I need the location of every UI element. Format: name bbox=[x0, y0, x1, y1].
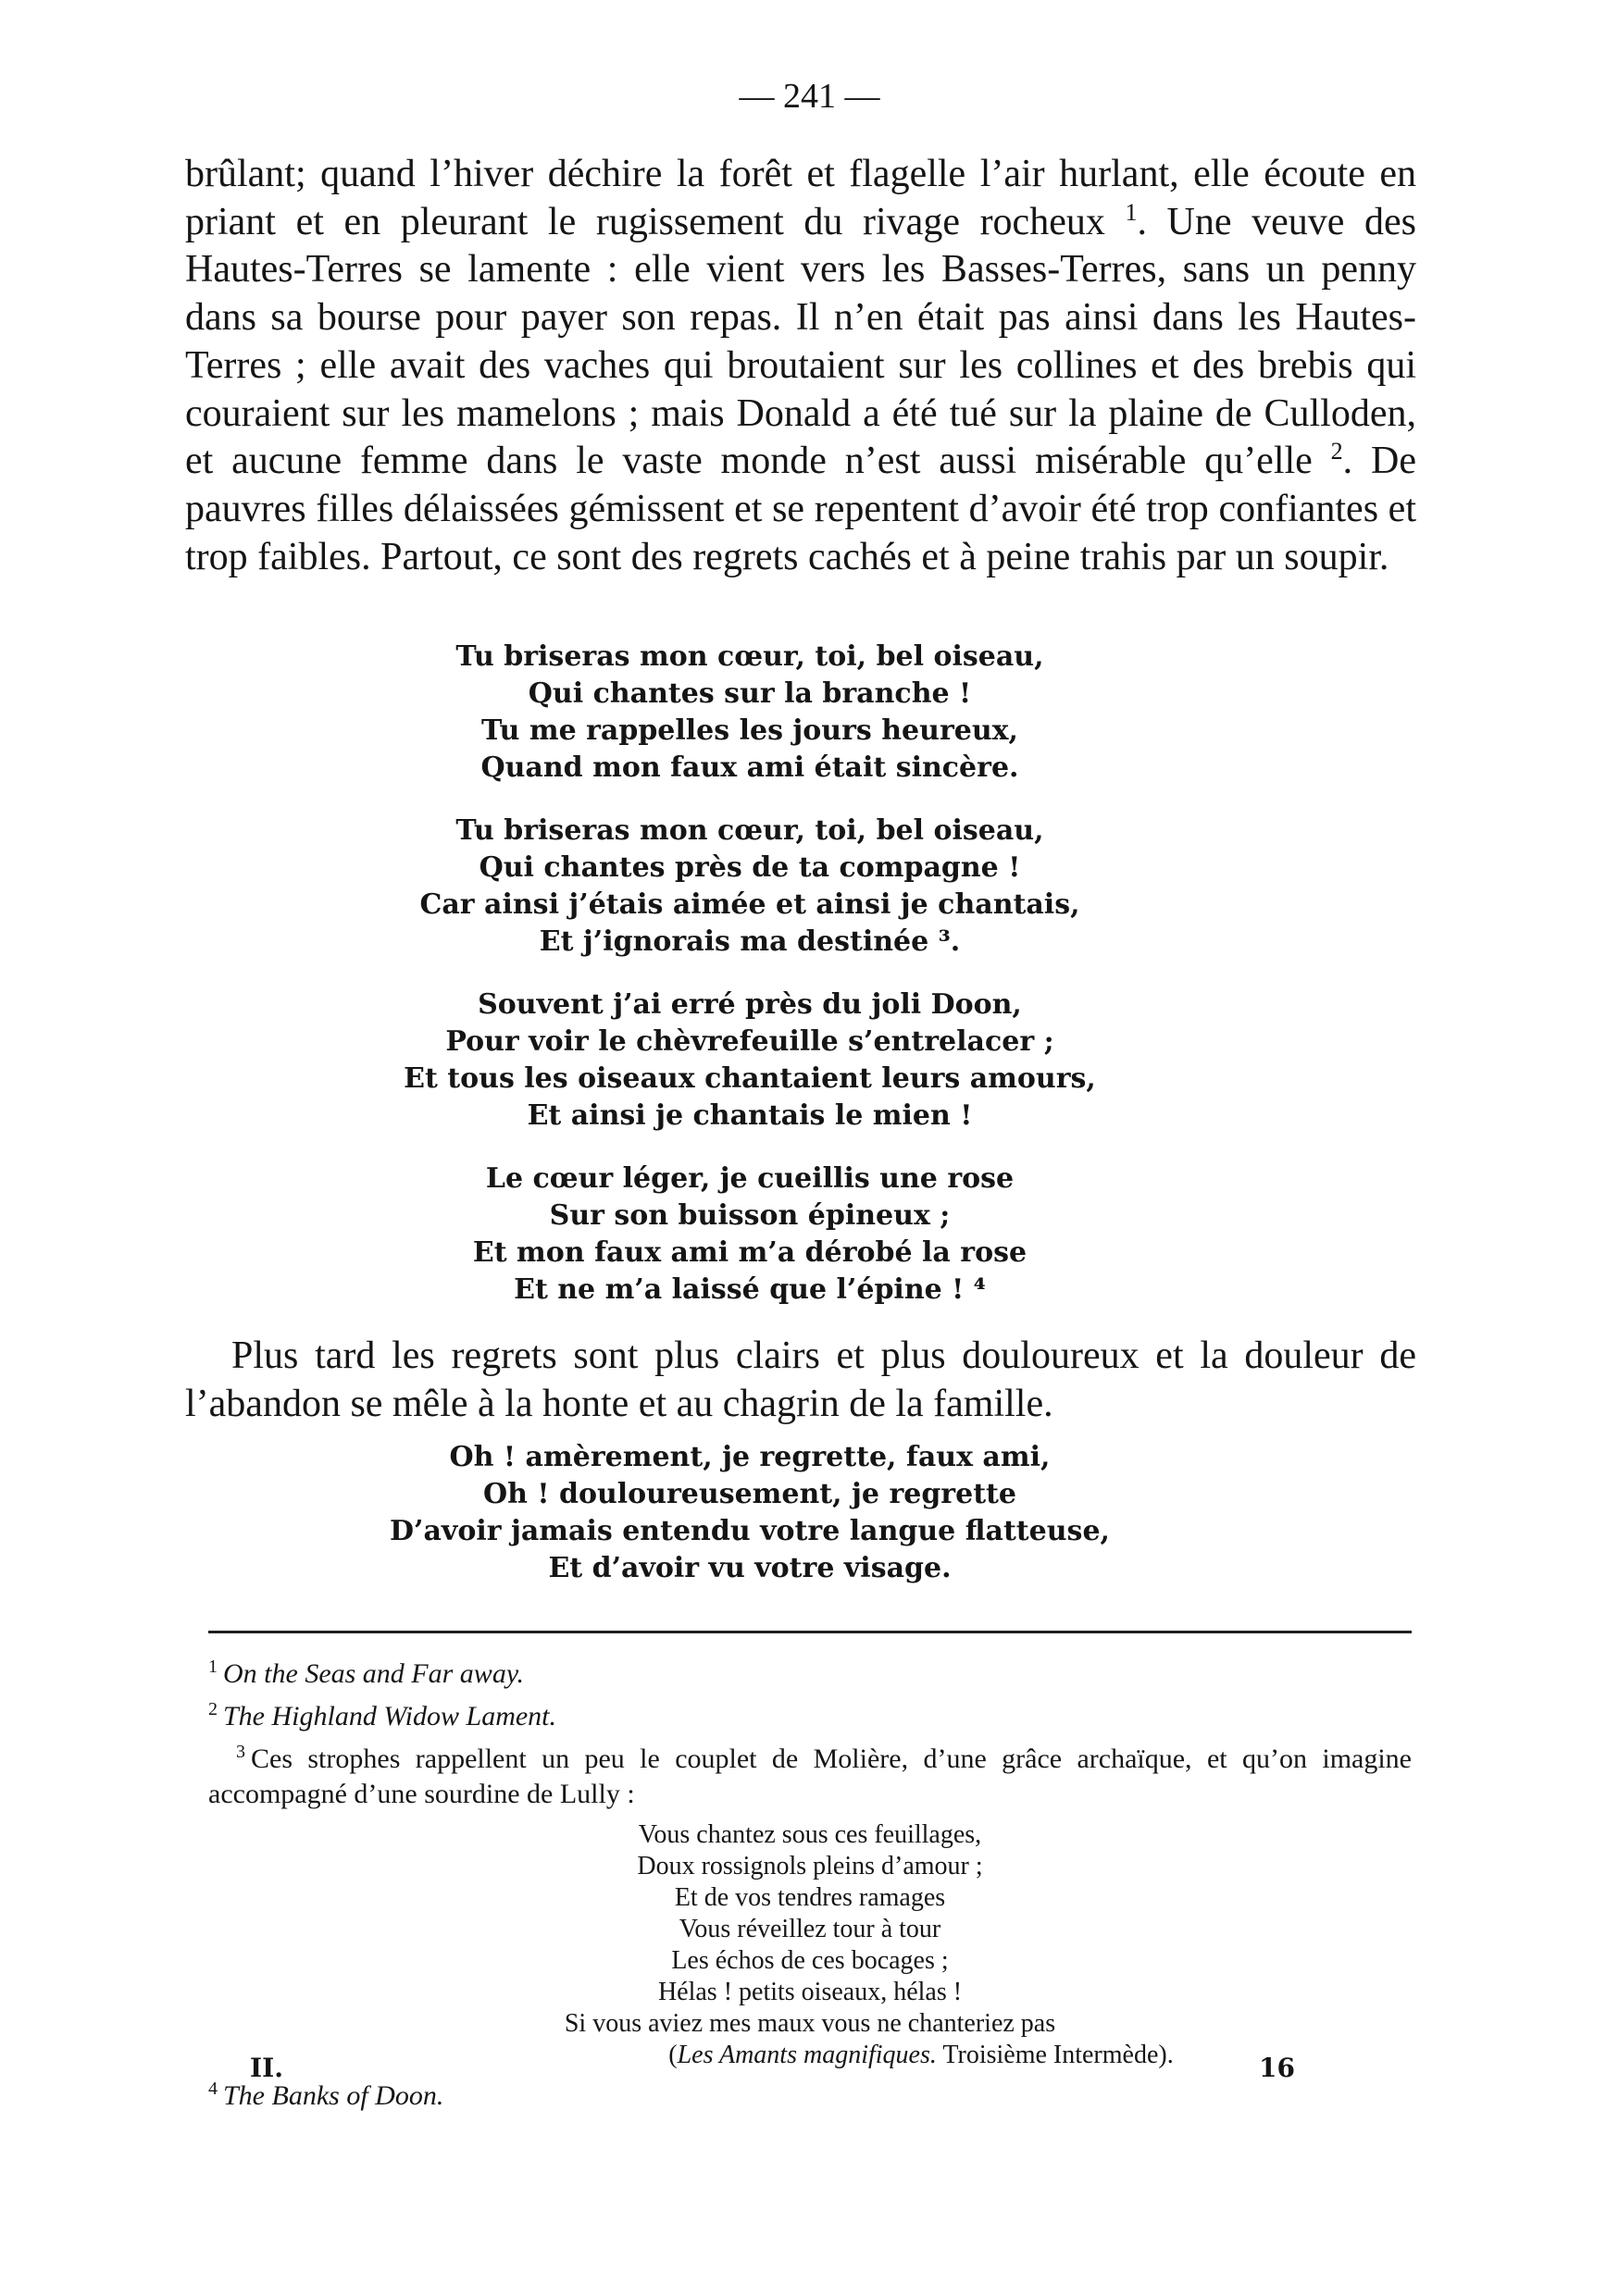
footnote-ref-2[interactable]: 2 bbox=[1330, 438, 1343, 465]
stanza bbox=[0, 639, 1500, 787]
stanza bbox=[0, 813, 1500, 961]
poem-block-2 bbox=[0, 1439, 1500, 1613]
verse-line: Et j’ignorais ma destinée ³. bbox=[539, 925, 961, 958]
verse-line: Le cœur léger, je cueillis une rose bbox=[485, 1162, 1015, 1195]
footnote-title: The Banks of Doon. bbox=[223, 2080, 444, 2111]
footnote-number: 2 bbox=[208, 1699, 218, 1719]
verse-line: Et ainsi je chantais le mien ! bbox=[527, 1099, 973, 1132]
poem-block-1 bbox=[0, 639, 1500, 1334]
verse-line: Car ainsi j’étais aimée et ainsi je chantais, bbox=[419, 888, 1080, 921]
footnote-title: The Highland Widow Lament. bbox=[223, 1701, 557, 1731]
stanza bbox=[0, 987, 1500, 1135]
footnote-3 bbox=[208, 1742, 1412, 1812]
verse-line: Et d’avoir vu votre visage. bbox=[548, 1552, 952, 1584]
volume-signature: II. bbox=[250, 2053, 283, 2083]
footnotes bbox=[208, 1657, 1412, 2121]
paragraph-text: brûlant; quand l’hiver déchire la forêt et flagelle l’air hurlant, elle écoute en priant et en pleurant le rugissement du rivage rocheux bbox=[185, 153, 1416, 243]
footnote-ref-1[interactable]: 1 bbox=[1125, 198, 1138, 226]
footnote-text: Ces strophes rappellent un peu le couplet de Molière, d’une grâce archaïque, et qu’on imagine accompagné d’une sourdine de Lully : bbox=[208, 1744, 1412, 1809]
footnote-divider bbox=[208, 1631, 1412, 1633]
stanza bbox=[0, 1439, 1500, 1587]
footnote-1 bbox=[208, 1657, 1412, 1692]
verse-line: Et ne m’a laissé que l’épine ! ⁴ bbox=[514, 1273, 986, 1306]
paragraph-text: . De pauvres filles délaissées gémissent et se repentent d’avoir été trop confiantes et trop faibles. Partout, ce sont des regrets cachés et à peine trahis par un soupir. bbox=[185, 440, 1416, 578]
verse-line: Souvent j’ai erré près du joli Doon, bbox=[478, 988, 1022, 1021]
footnote-4 bbox=[208, 2079, 1412, 2114]
verse-line: Qui chantes près de ta compagne ! bbox=[479, 851, 1021, 884]
verse-line: Sur son buisson épineux ; bbox=[549, 1199, 951, 1232]
source-open: ( bbox=[668, 2041, 678, 2069]
paragraph-text: Plus tard les regrets sont plus clairs et plus douloureux et la douleur de l’abandon se mêle à la honte et au chagrin de la famille. bbox=[185, 1334, 1416, 1425]
quote-line: Les échos de ces bocages ; bbox=[671, 1946, 949, 1975]
verse-line: Et mon faux ami m’a dérobé la rose bbox=[472, 1236, 1027, 1269]
verse-line: Tu briseras mon cœur, toi, bel oiseau, bbox=[455, 640, 1044, 673]
verse-line: Quand mon faux ami était sincère. bbox=[480, 751, 1019, 784]
source-title: Les Amants magnifiques. bbox=[677, 2041, 937, 2069]
page-number: — 241 — bbox=[739, 77, 880, 116]
footnote-number: 4 bbox=[208, 2079, 218, 2099]
verse-line: Qui chantes sur la branche ! bbox=[528, 677, 972, 710]
verse-line: Oh ! douloureusement, je regrette bbox=[482, 1478, 1017, 1510]
verse-line: Tu me rappelles les jours heureux, bbox=[481, 714, 1018, 747]
footnote-number: 3 bbox=[236, 1742, 245, 1762]
footnote-2 bbox=[208, 1699, 1412, 1734]
source-rest: Troisième Intermède). bbox=[936, 2041, 1174, 2069]
quote-line: Vous chantez sous ces feuillages, bbox=[638, 1820, 982, 1849]
moliere-quote bbox=[208, 1819, 1412, 2071]
quote-line: Et de vos tendres ramages bbox=[674, 1883, 946, 1912]
verse-line: Tu briseras mon cœur, toi, bel oiseau, bbox=[455, 814, 1044, 847]
paragraph-1 bbox=[185, 151, 1416, 581]
sheet-number: 16 bbox=[1259, 2053, 1295, 2083]
paragraph-2 bbox=[185, 1333, 1416, 1428]
paragraph-text: . Une veuve des Hautes-Terres se lamente : elle vient vers les Basses-Terres, sans un penny dans sa bourse pour payer son repas. Il n’en était pas ainsi dans les Hautes-Terres ; elle avait des vaches qui broutaient sur les collines et des brebis qui couraient sur les mamelons ; mais Donald a été tué sur la plaine de Culloden, et aucune femme dans le vaste monde n’est aussi misérable qu’elle bbox=[185, 200, 1416, 483]
verse-line: Pour voir le chèvrefeuille s’entrelacer ; bbox=[445, 1025, 1054, 1058]
footnote-title: On the Seas and Far away. bbox=[223, 1658, 524, 1689]
quote-line: Vous réveillez tour à tour bbox=[679, 1915, 941, 1943]
verse-line: Oh ! amèrement, je regrette, faux ami, bbox=[449, 1441, 1051, 1473]
quote-line: Doux rossignols pleins d’amour ; bbox=[637, 1852, 983, 1880]
footnote-number: 1 bbox=[208, 1657, 218, 1677]
quote-line: Hélas ! petits oiseaux, hélas ! bbox=[657, 1978, 963, 2006]
verse-line: D’avoir jamais entendu votre langue flatteuse, bbox=[390, 1515, 1110, 1547]
verse-line: Et tous les oiseaux chantaient leurs amours, bbox=[404, 1062, 1096, 1095]
stanza bbox=[0, 1160, 1500, 1309]
quote-line: Si vous aviez mes maux vous ne chanteriez pas bbox=[564, 2009, 1056, 2038]
